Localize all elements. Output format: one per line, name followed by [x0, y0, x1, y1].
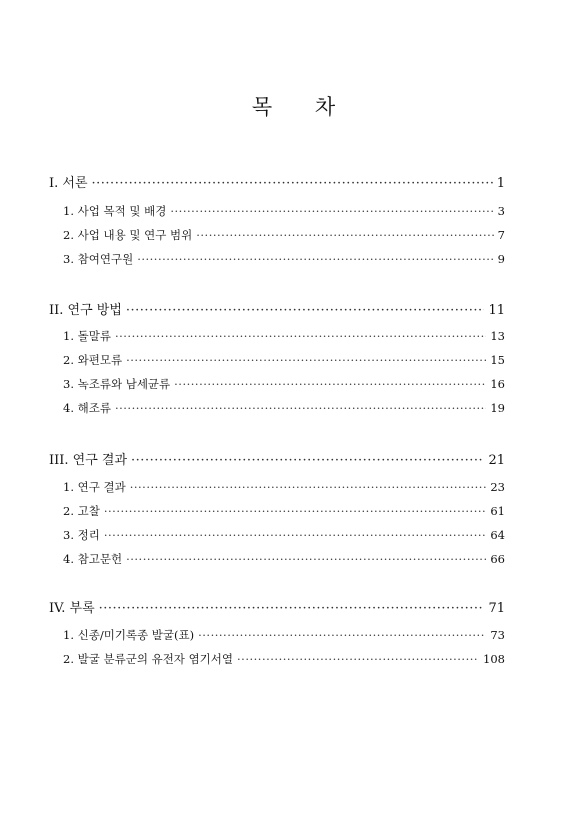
toc-item-label: 2. 고찰 — [63, 504, 100, 518]
toc-item-label: 1. 돌말류 — [63, 329, 111, 343]
toc-page-number: 13 — [490, 329, 505, 343]
toc-page-number: 64 — [490, 528, 505, 542]
toc-item[interactable] — [63, 203, 505, 219]
toc-item-label: 3. 녹조류와 남세균류 — [63, 377, 171, 391]
dot-leader — [126, 303, 485, 319]
toc-item-label: 1. 연구 결과 — [63, 480, 126, 494]
toc-item[interactable] — [63, 503, 505, 519]
toc-section[interactable] — [49, 601, 505, 617]
dot-leader — [115, 400, 486, 416]
toc-page-number: 19 — [490, 401, 505, 415]
toc-item-label: 4. 참고문헌 — [63, 552, 123, 566]
page-title: 목 차 — [251, 95, 354, 119]
toc-page-number: 23 — [490, 480, 505, 494]
toc-page-number: 73 — [490, 628, 505, 642]
toc-page-number: 9 — [497, 252, 505, 266]
toc-item[interactable] — [63, 551, 505, 567]
dot-leader — [170, 203, 493, 219]
dot-leader — [237, 651, 479, 667]
dot-leader — [92, 176, 493, 192]
toc-item[interactable] — [63, 251, 505, 267]
dot-leader — [198, 627, 486, 643]
dot-leader — [174, 376, 486, 392]
toc-page-number: 16 — [490, 377, 505, 391]
dot-leader — [137, 251, 493, 267]
toc-section-label: II. 연구 방법 — [49, 303, 122, 318]
toc-item[interactable] — [63, 627, 505, 643]
dot-leader — [104, 527, 487, 543]
dot-leader — [196, 227, 493, 243]
dot-leader — [104, 503, 487, 519]
toc-item[interactable] — [63, 376, 505, 392]
dot-leader — [99, 601, 485, 617]
toc-item[interactable] — [63, 352, 505, 368]
toc-item[interactable] — [63, 328, 505, 344]
toc-item-label: 3. 정리 — [63, 528, 100, 542]
toc-section-label: I. 서론 — [49, 176, 88, 191]
toc-page-number: 21 — [488, 453, 505, 468]
toc-section[interactable] — [49, 176, 505, 192]
toc-section[interactable] — [49, 453, 505, 469]
toc-item[interactable] — [63, 527, 505, 543]
toc-item[interactable] — [63, 651, 505, 667]
toc-page-number: 66 — [490, 552, 505, 566]
toc-page-number: 15 — [490, 353, 505, 367]
toc-section-label: IV. 부록 — [49, 601, 95, 616]
toc-page-number: 7 — [497, 228, 505, 242]
toc-page-number: 61 — [490, 504, 505, 518]
toc-page-number: 11 — [488, 303, 505, 318]
toc-page-number: 71 — [488, 601, 505, 616]
toc-item[interactable] — [63, 479, 505, 495]
toc-item-label: 3. 참여연구원 — [63, 252, 134, 266]
toc-section[interactable] — [49, 303, 505, 319]
toc-item-label: 2. 사업 내용 및 연구 범위 — [63, 228, 193, 242]
toc-item-label: 1. 사업 목적 및 배경 — [63, 204, 167, 218]
toc-item-label: 2. 발굴 분류군의 유전자 염기서열 — [63, 652, 234, 666]
dot-leader — [130, 479, 487, 495]
toc-page-number: 3 — [497, 204, 505, 218]
toc-item[interactable] — [63, 227, 505, 243]
toc-item-label: 2. 와편모류 — [63, 353, 123, 367]
toc-item-label: 4. 해조류 — [63, 401, 111, 415]
toc-item[interactable] — [63, 400, 505, 416]
dot-leader — [115, 328, 486, 344]
dot-leader — [126, 352, 486, 368]
toc-section-label: III. 연구 결과 — [49, 453, 128, 468]
toc-page-number: 1 — [496, 176, 505, 191]
toc-item-label: 1. 신종/미기록종 발굴(표) — [63, 628, 195, 642]
toc-page-number: 108 — [483, 652, 505, 666]
dot-leader — [131, 453, 484, 469]
dot-leader — [126, 551, 486, 567]
